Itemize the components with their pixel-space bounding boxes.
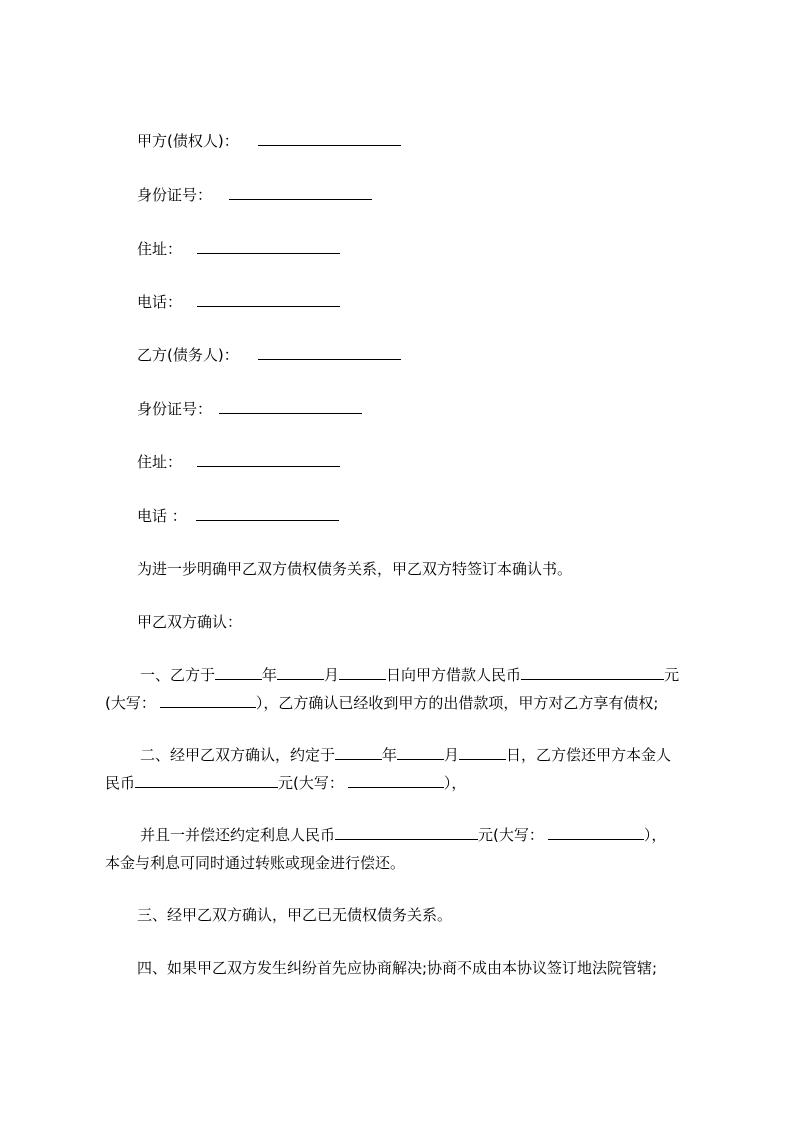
clause-1-line-2: [105, 693, 658, 713]
clause-2b-close: ），: [643, 826, 667, 844]
party-b-address-row: [137, 452, 340, 472]
party-b-title-label: 乙方(债务人)：: [137, 346, 239, 364]
clause-1-rest: ），乙方确认已经收到甲方的出借款项，甲方对乙方享有债权;: [255, 694, 659, 712]
clause-2-day-text: 日，乙方偿还甲方本金人: [506, 746, 672, 764]
party-a-id-row: [137, 185, 372, 205]
clause-1-year-blank[interactable]: [215, 665, 262, 680]
clause-2b-daxie-label: 元(大写：: [478, 826, 544, 844]
party-a-title-row: [137, 131, 401, 151]
clause-1-line-1: [140, 665, 679, 685]
clause-2-daxie-blank[interactable]: [348, 773, 444, 788]
party-b-phone-row: [137, 506, 339, 526]
party-a-id-blank[interactable]: [229, 185, 372, 200]
party-a-name-blank[interactable]: [258, 131, 401, 146]
clause-3: 三、经甲乙双方确认，甲乙已无债权债务关系。: [137, 906, 453, 924]
party-b-address-label: 住址：: [137, 453, 183, 471]
intro-paragraph: 为进一步明确甲乙双方债权债务关系，甲乙双方特签订本确认书。: [137, 560, 573, 578]
clause-2-rmb: 民币: [105, 774, 136, 792]
clause-1-month-blank[interactable]: [277, 665, 324, 680]
clause-2b-daxie-blank[interactable]: [548, 825, 644, 840]
party-b-phone-label: 电话 ：: [137, 507, 187, 525]
party-a-phone-row: [137, 292, 340, 312]
clause-4: 四、如果甲乙双方发生纠纷首先应协商解决;协商不成由本协议签订地法院管辖;: [137, 959, 658, 977]
clause-1-lead: 一、乙方于: [140, 666, 216, 684]
clause-1-daxie-label: (大写：: [105, 694, 156, 712]
clause-2-amount-blank[interactable]: [135, 773, 278, 788]
clause-1-yuan: 元: [664, 666, 680, 684]
clause-2b-line-1: [140, 825, 666, 845]
party-a-phone-label: 电话：: [137, 293, 183, 311]
clause-1-year-label: 年: [262, 666, 278, 684]
confirm-heading: 甲乙双方确认：: [137, 613, 243, 631]
party-a-address-label: 住址：: [137, 240, 183, 258]
clause-2-month-label: 月: [444, 746, 460, 764]
party-a-address-blank[interactable]: [197, 239, 340, 254]
party-b-title-row: [137, 345, 401, 365]
party-b-id-label: 身份证号：: [137, 400, 213, 418]
clause-1-day-blank[interactable]: [339, 665, 386, 680]
party-b-id-blank[interactable]: [219, 399, 362, 414]
clause-1-month-label: 月: [324, 666, 340, 684]
clause-2-line-2: [105, 773, 466, 793]
party-b-phone-blank[interactable]: [196, 506, 339, 521]
clause-2b-amount-blank[interactable]: [335, 825, 478, 840]
clause-2-day-blank[interactable]: [459, 745, 506, 760]
clause-2-year-blank[interactable]: [335, 745, 382, 760]
party-b-address-blank[interactable]: [197, 452, 340, 467]
party-a-id-label: 身份证号：: [137, 186, 213, 204]
clause-2-lead: 二、经甲乙双方确认，约定于: [140, 746, 336, 764]
party-b-name-blank[interactable]: [258, 345, 401, 360]
clause-1-amount-blank[interactable]: [521, 665, 664, 680]
clause-2-line-1: [140, 745, 671, 765]
party-a-address-row: [137, 239, 340, 259]
clause-2-year-label: 年: [382, 746, 398, 764]
party-a-title-label: 甲方(债权人)：: [137, 132, 239, 150]
clause-2-close: ），: [443, 774, 467, 792]
clause-2b-line-2: 本金与利息可同时通过转账或现金进行偿还。: [105, 854, 406, 872]
clause-2-daxie-label: 元(大写：: [278, 774, 344, 792]
clause-2b-lead: 并且一并偿还约定利息人民币: [140, 826, 336, 844]
party-b-id-row: [137, 399, 362, 419]
clause-1-day-text: 日向甲方借款人民币: [386, 666, 522, 684]
clause-1-daxie-blank[interactable]: [160, 693, 256, 708]
clause-2-month-blank[interactable]: [397, 745, 444, 760]
party-a-phone-blank[interactable]: [197, 292, 340, 307]
